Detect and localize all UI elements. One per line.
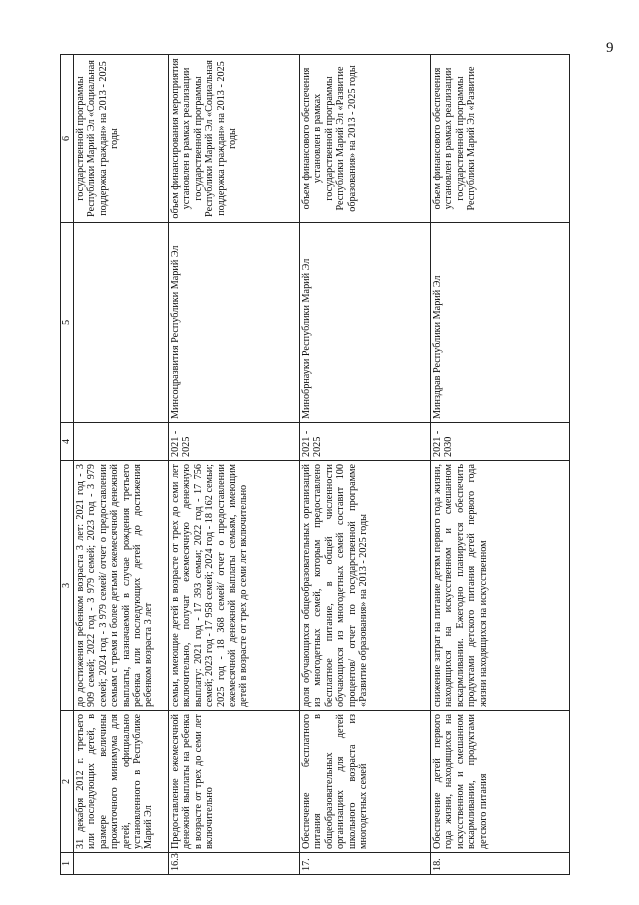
header-cell: 3 [61, 461, 74, 711]
period: 2021 - 2025 [300, 423, 431, 461]
row-number: 16.3 [169, 853, 300, 875]
expected-result: до достижения ребенком возраста 3 лет: 2021 год - 3 909 семей; 2022 год - 3 979 семей; 2023 год - 3 979 семей; 2024 год - 3 979 семей/ отчет о предоставлении семьям с тремя и более детьми ежемесячной денежной выплаты, назначаемой в случае рождения третьего ребенка или последующих детей до достижения ребенком возраста 3 лет [74, 461, 169, 711]
page-number: 9 [606, 40, 614, 56]
table-row [300, 55, 431, 875]
responsible: Минздрав Республики Марий Эл [431, 223, 570, 423]
financing: объем финансирования мероприятия установлен в рамках реализации государственной программы Республики Марий Эл «Социальная поддержка граждан» на 2013 - 2025 годы [169, 55, 300, 223]
measure-name: 31 декабря 2012 г. третьего или последующих детей, в размере величины прожиточного минимума для детей, официально установленного в Республике Марий Эл [74, 711, 169, 853]
responsible: Минобрнауки Республики Марий Эл [300, 223, 431, 423]
header-cell: 2 [61, 711, 74, 853]
financing: объем финансового обеспечения установлен в рамках реализации государственной программы Республики Марий Эл «Развитие [431, 55, 570, 223]
measure-name: Предоставление ежемесячной денежной выплаты на ребенка в возрасте от трех до семи лет включительно [169, 711, 300, 853]
table-row [169, 55, 300, 875]
table-row [431, 55, 570, 875]
period: 2021 - 2030 [431, 423, 570, 461]
rotated-table-container [60, 55, 576, 875]
period: 2021 - 2025 [169, 423, 300, 461]
measure-name: Обеспечение бесплатного питания в общеобразовательных организациях для детей школьного возраста из многодетных семей [300, 711, 431, 853]
row-number [74, 853, 169, 875]
expected-result: снижение затрат на питание детям первого года жизни, находящихся на искусственном и смешанном вскармливании. Ежегодно планируется обеспечить продуктами детского питания детей первого года жизни находящихся на искусственном [431, 461, 570, 711]
period [74, 423, 169, 461]
expected-result: семьи, имеющие детей в возрасте от трех до семи лет включительно, получат ежемесячную денежную выплату: 2021 год - 17 393 семьи; 2022 год - 17 756 семей; 2023 год - 17 958 семей; 2024 год - 18 162 семьи; 2025 год - 18 368 семей/ отчет о предоставлении ежемесячной денежной выплаты семьям, имеющим детей в возрасте от трех до семи лет включительно [169, 461, 300, 711]
header-cell: 1 [61, 853, 74, 875]
header-cell: 5 [61, 223, 74, 423]
financing: государственной программы Республики Марий Эл «Социальная поддержка граждан» на 2013 - 2025 годы [74, 55, 169, 223]
table-row [74, 55, 169, 875]
row-number: 18. [431, 853, 570, 875]
header-cell: 4 [61, 423, 74, 461]
expected-result: доля обучающихся общеобразовательных организаций из многодетных семей, которым предоставлено бесплатное питание, в общей численности обучающихся из многодетных семей составит 100 процентов/ отчет по государственной программе «Развитие образования» на 2013 - 2025 годы [300, 461, 431, 711]
header-row [61, 55, 74, 875]
financing: объем финансового обеспечения установлен в рамках государственной программы Республики Марий Эл «Развитие образования» на 2013 - 2025 годы [300, 55, 431, 223]
measure-name: Обеспечение детей первого года жизни, находящихся на искусственном и смешанном вскармливании, продуктами детского питания [431, 711, 570, 853]
measures-table [60, 54, 570, 875]
responsible [74, 223, 169, 423]
row-number: 17. [300, 853, 431, 875]
header-cell: 6 [61, 55, 74, 223]
responsible: Минсоцразвития Республики Марий Эл [169, 223, 300, 423]
